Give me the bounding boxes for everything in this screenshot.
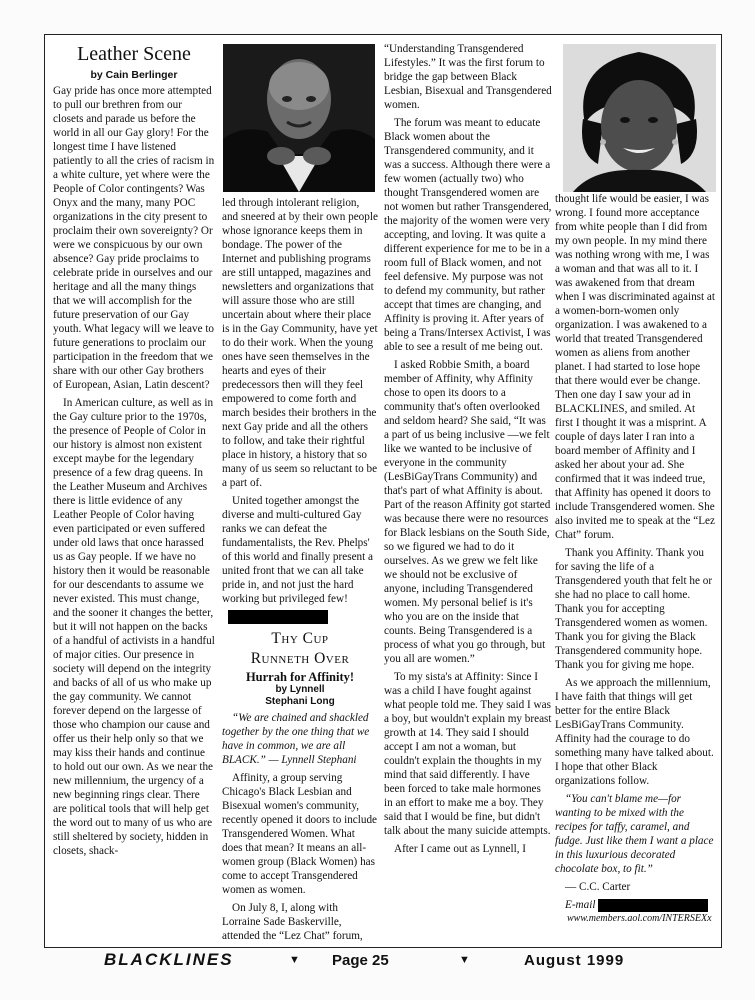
closing-attribution: — C.C. Carter [565, 881, 631, 893]
email-redaction [598, 899, 708, 912]
cup-paragraph-5: I asked Robbie Smith, a board member of Affinity, why Affinity chose to open its doors to a community that's often overlooked and seldom heard? She said, “It was a part of us being inclusive —we felt like we wanted to be inclusive of everyone in the community (LesBiGayTrans Community) and that's part of what Affinity is about. Part of the reason Affinity got started was because there were no resources for Black lesbians on the South Side, so we figured we had to do it ourselves. As we grew we felt like we should not be exclusive of anyone, including Transgendered women. My personal belief is it's who you are on the inside that counts. Being Transgendered is a process of what you go through, but you all are women.” [384, 359, 551, 665]
byline-line-1: by Lynnell [275, 684, 325, 695]
cup-paragraph-9: Thank you Affinity. Thank you for saving the life of a Transgendered youth that felt he or she had no place to call home. Thank you for accepting Transgendered women as women. Thank you for giving the Black Transgendered community hope. Thank you for giving me hope. [555, 547, 713, 671]
cup-paragraph-1: Affinity, a group serving Chicago's Black Lesbian and Bisexual women's community, recently opened it doors to include Transgendered Women. What does that mean? It means an all-women group (Black Women) has come to accept Transgendered women as women. [222, 772, 378, 896]
page-number: Page 25 [332, 952, 389, 969]
article-title-line-2: Runneth Over [250, 650, 350, 667]
leather-paragraph-1: Gay pride has once more attempted to pull our brethren from our closets and parade us before the world in all our Gay glory! For the longest time I have listened patiently to all the cries of racism in a white culture, yet where were the People of Color contingents? Was Onyx and the many, many POC organizations in the city present to proclaim their own sovereignty? Or were we conspicuous by our own absence? Gay pride proclaims to celebrate pride in ourselves and our heritage and all the many things that we will accomplish for the future preservation of our Gay youth. What legacy will we leave to future generations to proclaim our participation in the freedom that we share with our other Gay brothers of European, Asian, Latin descent? [53, 85, 215, 391]
cup-paragraph-7: After I came out as Lynnell, I [394, 843, 527, 855]
publication-name: BLACKLINES [104, 950, 234, 969]
column-3 [384, 42, 552, 860]
cup-paragraph-6: To my sista's at Affinity: Since I was a child I have fought against what people told me. They said I was a boy, but wouldn't explain my breast growth at 14. They said I should accept I am not a woman, but couldn't explain the thoughts in my mind that said differently. I have been forced to take male hormones in an effort to make me a boy. They said that I would be fine, but didn't talk about the many suicide attempts. [384, 671, 552, 837]
cup-paragraph-3: “Understanding Transgendered Lifestyles.” It was the first forum to bridge the gap between Black Lesbian, Bisexual and Transgendered women. [384, 43, 552, 111]
epigraph-quote: “We are chained and shackled together by the one thing that we have in common, we are all BLACK.” — Lynnell Stephani [222, 712, 370, 766]
issue-date: August 1999 [524, 952, 625, 969]
cup-paragraph-8: thought life would be easier, I was wrong. I found more acceptance from white people than I did from my own people. In my mind there was nothing wrong with me, I was a woman and that was all to it. I was awakened from that dream when I was discriminated against at a women-born-women only organization. I was awakened to a world that treated Transgendered women as aliens from another planet. I had started to lose hope that there would ever be change. Then one day I saw your ad in BLACKLINES, and smiled. At first I thought it was a misprint. A couple of days later I ran into a board member of Affinity and I asked her about your ad. She confirmed that it was indeed true, that Affinity has opened it doors to include Transgendered women. She also invited me to speak at the “Lez Chat” forum. [555, 193, 715, 541]
column-4 [555, 42, 715, 930]
leather-paragraph-2: In American culture, as well as in the Gay culture prior to the 1970s, the presence of People of Color in our history is almost non existent except maybe for the legendary presence of a few drag queens. In the Leather Museum and Archives there is little evidence of any Leather People of Color having even participated or even suffered under old laws that once harassed us as Gay people. If we have no history then it would be reasonable for our descendants to assume we never existed. This must change, and the sooner it changes the better, but it will not happen on the backs of a handful of activists in a handful of major cities. Our presence in society will depend on the integrity and backs of all of us who make up the gay community. We cannot forever depend on the largesse of those who champion our cause and offer us their help only so that we may kiss their hands and continue to hold out our own. As we near the new millennium, the urgency of a new beginning rings clear. There are political tools that will help get the word out to many of us who are still sheltered by society, hidden in closets, shack- [53, 397, 215, 857]
redaction-bar [228, 610, 328, 624]
cup-paragraph-2: On July 8, I, along with Lorraine Sade Baskerville, attended the “Lez Chat” forum, [222, 902, 363, 942]
page-footer [104, 950, 704, 974]
article-title-leather-scene: Leather Scene [77, 43, 191, 65]
leather-paragraph-4: United together amongst the diverse and multi-cultured Gay ranks we can defeat the fundamentalists, the Rev. Phelps' of this world and finally present a united front that we can all take pride in, and not just the hard working but privileged few! [222, 495, 373, 605]
leather-paragraph-3: led through intolerant religion, and sneered at by their own people whose ignorance keeps them in bondage. The power of the Internet and publishing programs are still untapped, magazines and newsletters and organizations that will assure those who are still uncertain about where their place is in the Gay Community, have yet to do their work. When the young ones have seen themselves in the hearts and eyes of their predecessors then will they feel empowered to come forth and march besides their brothers in the next Gay pride and all the others to follow, and take their rightful place in history, a history that so many of us seem so reluctant to be a part of. [222, 197, 378, 489]
triangle-separator-icon: ▼ [459, 954, 470, 966]
column-2 [222, 42, 378, 947]
cup-paragraph-10: As we approach the millennium, I have faith that things will get better for the entire Black LesBiGayTrans Community. Affinity had the courage to do something many have talked about. I hope that other Black organizations follow. [555, 677, 714, 787]
contact-email-line [555, 898, 715, 912]
byline-cain-berlinger: by Cain Berlinger [90, 69, 178, 81]
column-1 [53, 42, 215, 862]
article-title-line-1: Thy Cup [271, 630, 329, 647]
cup-paragraph-4: The forum was meant to educate Black women about the Transgendered community, and it was a success. Although there were a few women (actually two) who thought Transgendered women are not women but rather Transgendered, the majority of the women were very accepting, and loving. It was quite a different experience for me to be in a room full of Black women, and not feel defensive. My purpose was not to defend my community, but rather accept that times are changing, and Affinity is proving it. After years of being a Trans/Intersex Activist, I was able to see a result of me being out. [384, 117, 552, 353]
article-subtitle: Hurrah for Affinity! [245, 670, 355, 684]
website-url[interactable]: www.members.aol.com/INTERSEXx [567, 913, 712, 924]
email-label: E-mail [565, 899, 596, 911]
byline-line-2: Stephani Long [265, 696, 335, 707]
closing-quote: “You can't blame me—for wanting to be mixed with the recipes for taffy, caramel, and fudge. Just like them I want a place in this luxurious decorated chocolate box, to fit.” [555, 793, 714, 875]
triangle-separator-icon: ▼ [289, 954, 300, 966]
